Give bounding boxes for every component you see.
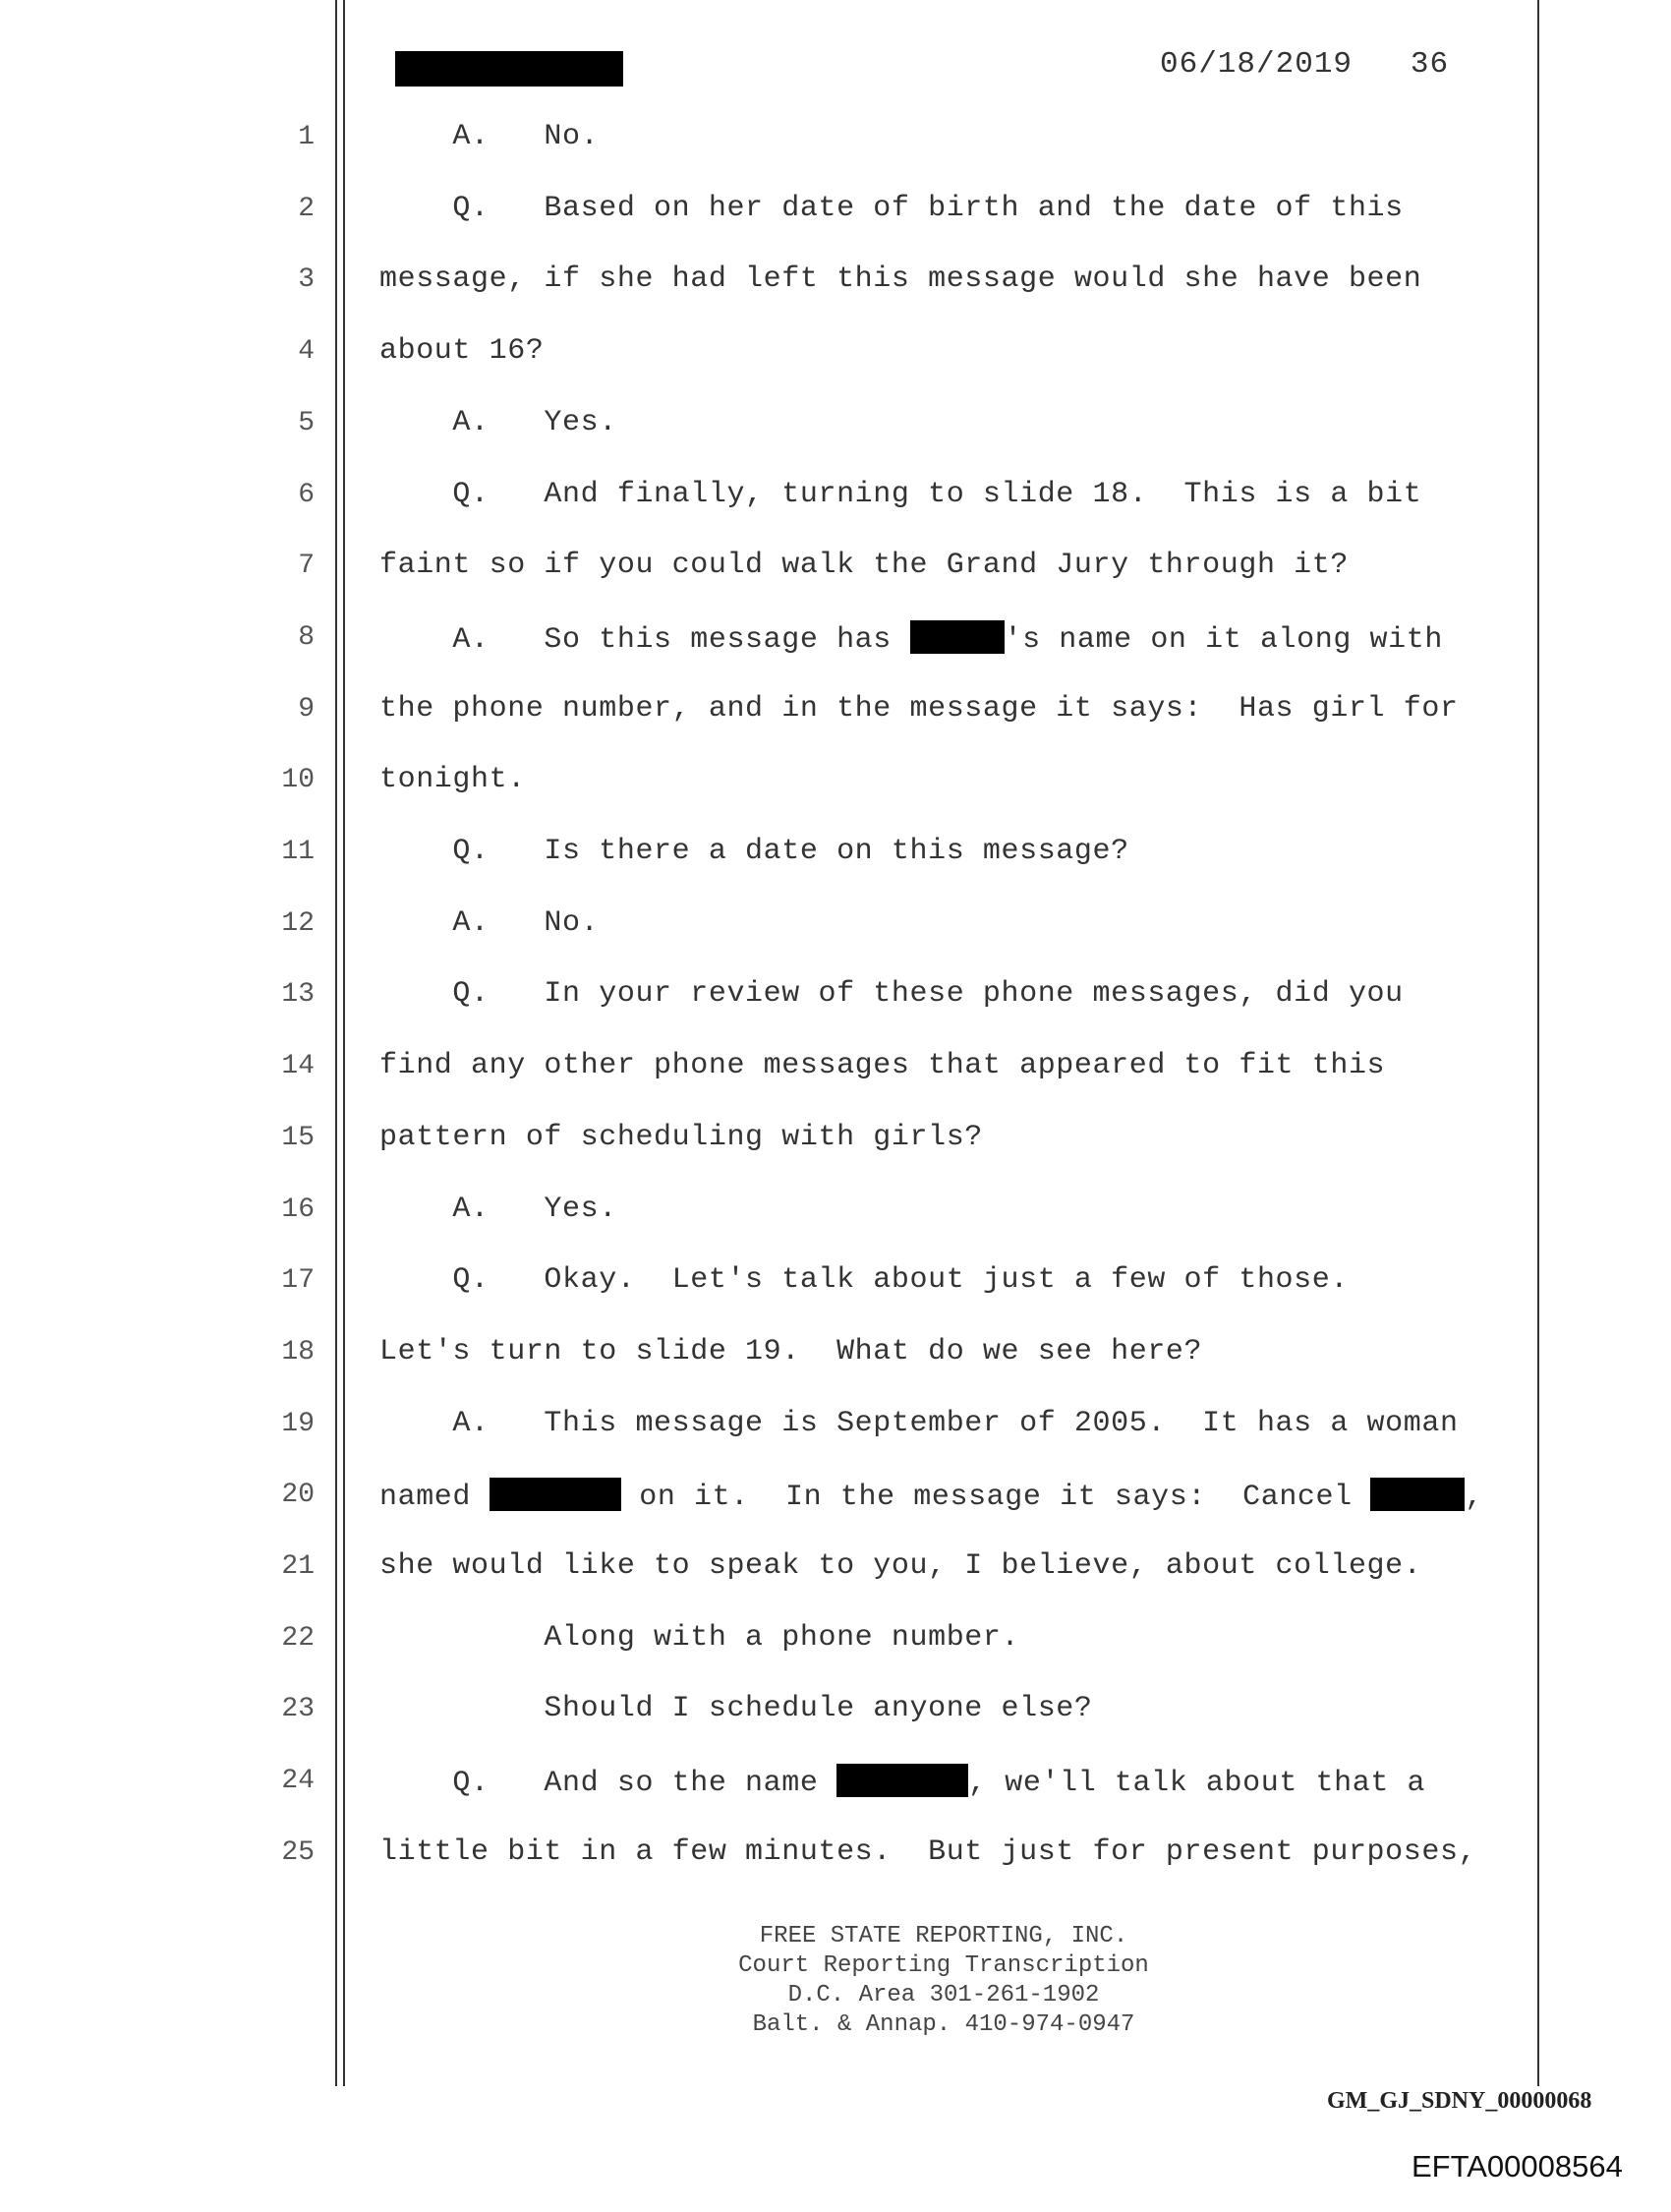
line-number: 20: [281, 1480, 315, 1510]
line-number: 13: [281, 979, 315, 1010]
right-margin-rule: [1537, 0, 1539, 2086]
line-number: 17: [281, 1265, 315, 1296]
line-text-segment: A. No.: [379, 120, 600, 153]
left-margin-rule: [335, 0, 337, 2086]
line-text-segment: ,: [1465, 1481, 1483, 1514]
transcript-line: [379, 192, 1404, 225]
footer-dc-phone: D.C. Area 301-261-1902: [787, 1982, 1100, 2008]
line-text-segment: Q. Based on her date of birth and the date of this: [379, 192, 1404, 225]
name-redaction: [836, 1764, 968, 1797]
line-text-segment: on it. In the message it says: Cancel: [620, 1481, 1371, 1514]
header-date-page: 06/18/2019 36: [1160, 47, 1450, 82]
transcript-line: [379, 334, 544, 368]
transcript-line: [379, 692, 1459, 726]
line-number: 24: [281, 1766, 315, 1796]
transcript-line: [379, 262, 1421, 296]
name-redaction: [910, 620, 1005, 654]
transcript-line: [379, 1121, 983, 1154]
line-number: 15: [281, 1123, 315, 1153]
line-text-segment: A. So this message has: [379, 623, 910, 657]
left-margin-rule-inner: [343, 0, 345, 2086]
line-text-segment: , we'll talk about that a: [968, 1767, 1426, 1800]
line-number: 11: [281, 837, 315, 867]
line-text-segment: about 16?: [379, 334, 545, 368]
transcript-line: [379, 1407, 1459, 1440]
line-number: 18: [281, 1337, 315, 1368]
transcript-line: [379, 1835, 1476, 1869]
line-text-segment: faint so if you could walk the Grand Jury through it?: [379, 549, 1349, 582]
line-number: 25: [281, 1837, 315, 1868]
line-number: 14: [281, 1051, 315, 1081]
transcript-line: [379, 906, 599, 940]
line-text-segment: she would like to speak to you, I believe, about college.: [379, 1549, 1422, 1583]
name-redaction: [1370, 1478, 1465, 1511]
line-text-segment: named: [379, 1481, 490, 1514]
line-text-segment: A. This message is September of 2005. It has a woman: [379, 1407, 1459, 1440]
line-text-segment: little bit in a few minutes. But just for present purposes,: [379, 1835, 1477, 1869]
transcript-line: [379, 1764, 1425, 1800]
line-text-segment: Should I schedule anyone else?: [379, 1692, 1093, 1725]
line-text-segment: A. Yes.: [379, 1193, 617, 1226]
transcript-line: [379, 1478, 1483, 1514]
line-text-segment: find any other phone messages that appeared to fit this: [379, 1049, 1386, 1082]
transcript-line: [379, 763, 526, 796]
line-text-segment: message, if she had left this message would she have been: [379, 262, 1422, 296]
line-number: 7: [298, 551, 315, 581]
line-number: 23: [281, 1694, 315, 1724]
transcript-line: [379, 835, 1129, 868]
transcript-line: [379, 1263, 1349, 1297]
reporter-footer: [511, 1922, 1376, 2040]
line-text-segment: Along with a phone number.: [379, 1621, 1020, 1655]
transcript-line: [379, 120, 599, 153]
transcript-line: [379, 1549, 1421, 1583]
line-text-segment: pattern of scheduling with girls?: [379, 1121, 983, 1154]
page-header: [393, 47, 1474, 87]
line-number: 10: [281, 765, 315, 795]
footer-services: Court Reporting Transcription: [738, 1952, 1149, 1979]
transcript-line: [379, 1049, 1385, 1082]
line-text-segment: Let's turn to slide 19. What do we see here?: [379, 1335, 1203, 1368]
line-number: 4: [298, 336, 315, 367]
footer-balt-phone: Balt. & Annap. 410-974-0947: [752, 2011, 1135, 2038]
line-number: 8: [298, 622, 315, 653]
line-number: 2: [298, 194, 315, 224]
line-number: 19: [281, 1409, 315, 1439]
footer-company: FREE STATE REPORTING, INC.: [759, 1923, 1128, 1950]
line-number: 22: [281, 1623, 315, 1654]
line-text-segment: Q. Is there a date on this message?: [379, 835, 1129, 868]
line-text-segment: Q. Okay. Let's talk about just a few of those.: [379, 1263, 1349, 1297]
line-text-segment: A. Yes.: [379, 406, 617, 439]
line-number: 1: [298, 122, 315, 152]
line-number: 9: [298, 694, 315, 725]
transcript-line: [379, 1193, 617, 1226]
line-text-segment: Q. And finally, turning to slide 18. This is a bit: [379, 478, 1422, 511]
line-text-segment: tonight.: [379, 763, 526, 796]
line-text-segment: the phone number, and in the message it says: Has girl for: [379, 692, 1459, 726]
line-number: 6: [298, 480, 315, 510]
efta-number: EFTA00008564: [1412, 2149, 1623, 2183]
header-redaction: [395, 51, 623, 87]
transcript-line: [379, 1692, 1093, 1725]
line-number: 12: [281, 908, 315, 939]
transcript-line: [379, 620, 1443, 657]
transcript-line: [379, 549, 1349, 582]
name-redaction: [490, 1478, 621, 1511]
line-text-segment: Q. In your review of these phone messages, did you: [379, 977, 1404, 1011]
line-number: 16: [281, 1194, 315, 1225]
line-number: 21: [281, 1551, 315, 1582]
transcript-line: [379, 1621, 1019, 1655]
transcript-line: [379, 977, 1404, 1011]
line-text-segment: A. No.: [379, 906, 600, 940]
transcript-line: [379, 478, 1421, 511]
transcript-line: [379, 1335, 1202, 1368]
line-text-segment: Q. And so the name: [379, 1767, 837, 1800]
line-text-segment: 's name on it along with: [1004, 623, 1443, 657]
bates-number: GM_GJ_SDNY_00000068: [1327, 2088, 1592, 2114]
line-number: 5: [298, 408, 315, 438]
transcript-line: [379, 406, 617, 439]
line-number: 3: [298, 264, 315, 295]
